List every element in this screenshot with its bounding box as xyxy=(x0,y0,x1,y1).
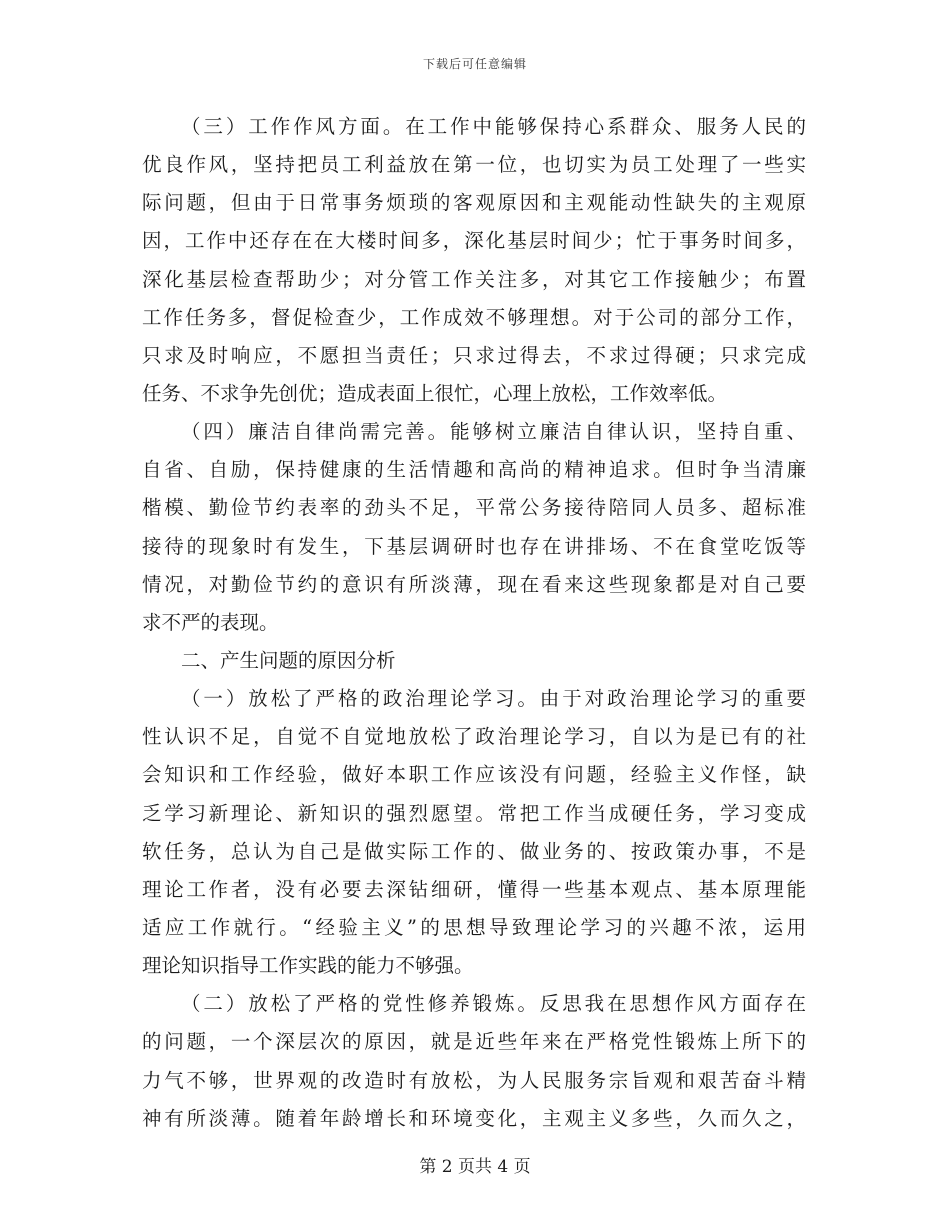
text-line: 接待的现象时有发生，下基层调研时也存在讲排场、不在食堂吃饭等 xyxy=(142,534,806,558)
text-line: 二、产生问题的原因分析 xyxy=(181,648,396,672)
text-line: 深化基层检查帮助少；对分管工作关注多，对其它工作接触少；布置 xyxy=(142,267,806,291)
text-line: 求不严的表现。 xyxy=(142,610,279,634)
text-line: 情况，对勤俭节约的意识有所淡薄，现在看来这些现象都是对自己要 xyxy=(142,572,806,596)
text-line: 理论知识指导工作实践的能力不够强。 xyxy=(142,954,474,978)
text-line: 自省、自励，保持健康的生活情趣和高尚的精神追求。但时争当清廉 xyxy=(142,458,806,482)
text-line: 楷模、勤俭节约表率的劲头不足，平常公务接待陪同人员多、超标准 xyxy=(142,496,806,520)
text-line: 神有所淡薄。随着年龄增长和环境变化，主观主义多些，久而久之， xyxy=(142,1106,806,1130)
page-header: 下载后可任意编辑 xyxy=(422,57,527,71)
text-line: 软任务，总认为自己是做实际工作的、做业务的、按政策办事，不是 xyxy=(142,839,806,863)
text-line: 因，工作中还存在在大楼时间多，深化基层时间少；忙于事务时间多， xyxy=(142,229,806,253)
text-line: 适应工作就行。“经验主义”的思想导致理论学习的兴趣不浓，运用 xyxy=(142,915,806,939)
text-line: 性认识不足，自觉不自觉地放松了政治理论学习，自以为是已有的社 xyxy=(142,725,806,749)
page-footer: 第 2 页共 4 页 xyxy=(419,1157,531,1177)
text-line: 际问题，但由于日常事务烦琐的客观原因和主观能动性缺失的主观原 xyxy=(142,191,806,215)
text-line: 只求及时响应，不愿担当责任；只求过得去，不求过得硬；只求完成 xyxy=(142,343,806,367)
text-line: 乏学习新理论、新知识的强烈愿望。常把工作当成硬任务，学习变成 xyxy=(142,801,806,825)
document-body xyxy=(142,108,806,1138)
text-line: 力气不够，世界观的改造时有放松，为人民服务宗旨观和艰苦奋斗精 xyxy=(142,1068,806,1092)
text-line: 优良作风，坚持把员工利益放在第一位，也切实为员工处理了一些实 xyxy=(142,153,806,177)
text-line: （四）廉洁自律尚需完善。能够树立廉洁自律认识，坚持自重、 xyxy=(181,420,806,444)
text-line: 的问题，一个深层次的原因，就是近些年来在严格党性锻炼上所下的 xyxy=(142,1030,806,1054)
text-line: （一）放松了严格的政治理论学习。由于对政治理论学习的重要 xyxy=(181,687,806,711)
text-line: 理论工作者，没有必要去深钻细研，懂得一些基本观点、基本原理能 xyxy=(142,877,806,901)
text-line: （三）工作作风方面。在工作中能够保持心系群众、服务人民的 xyxy=(181,115,806,138)
text-line: （二）放松了严格的党性修养锻炼。反思我在思想作风方面存在 xyxy=(181,992,806,1016)
text-line: 会知识和工作经验，做好本职工作应该没有问题，经验主义作怪，缺 xyxy=(142,763,806,787)
text-line: 工作任务多，督促检查少，工作成效不够理想。对于公司的部分工作， xyxy=(142,305,806,329)
text-line: 任务、不求争先创优；造成表面上很忙，心理上放松，工作效率低。 xyxy=(142,381,728,405)
